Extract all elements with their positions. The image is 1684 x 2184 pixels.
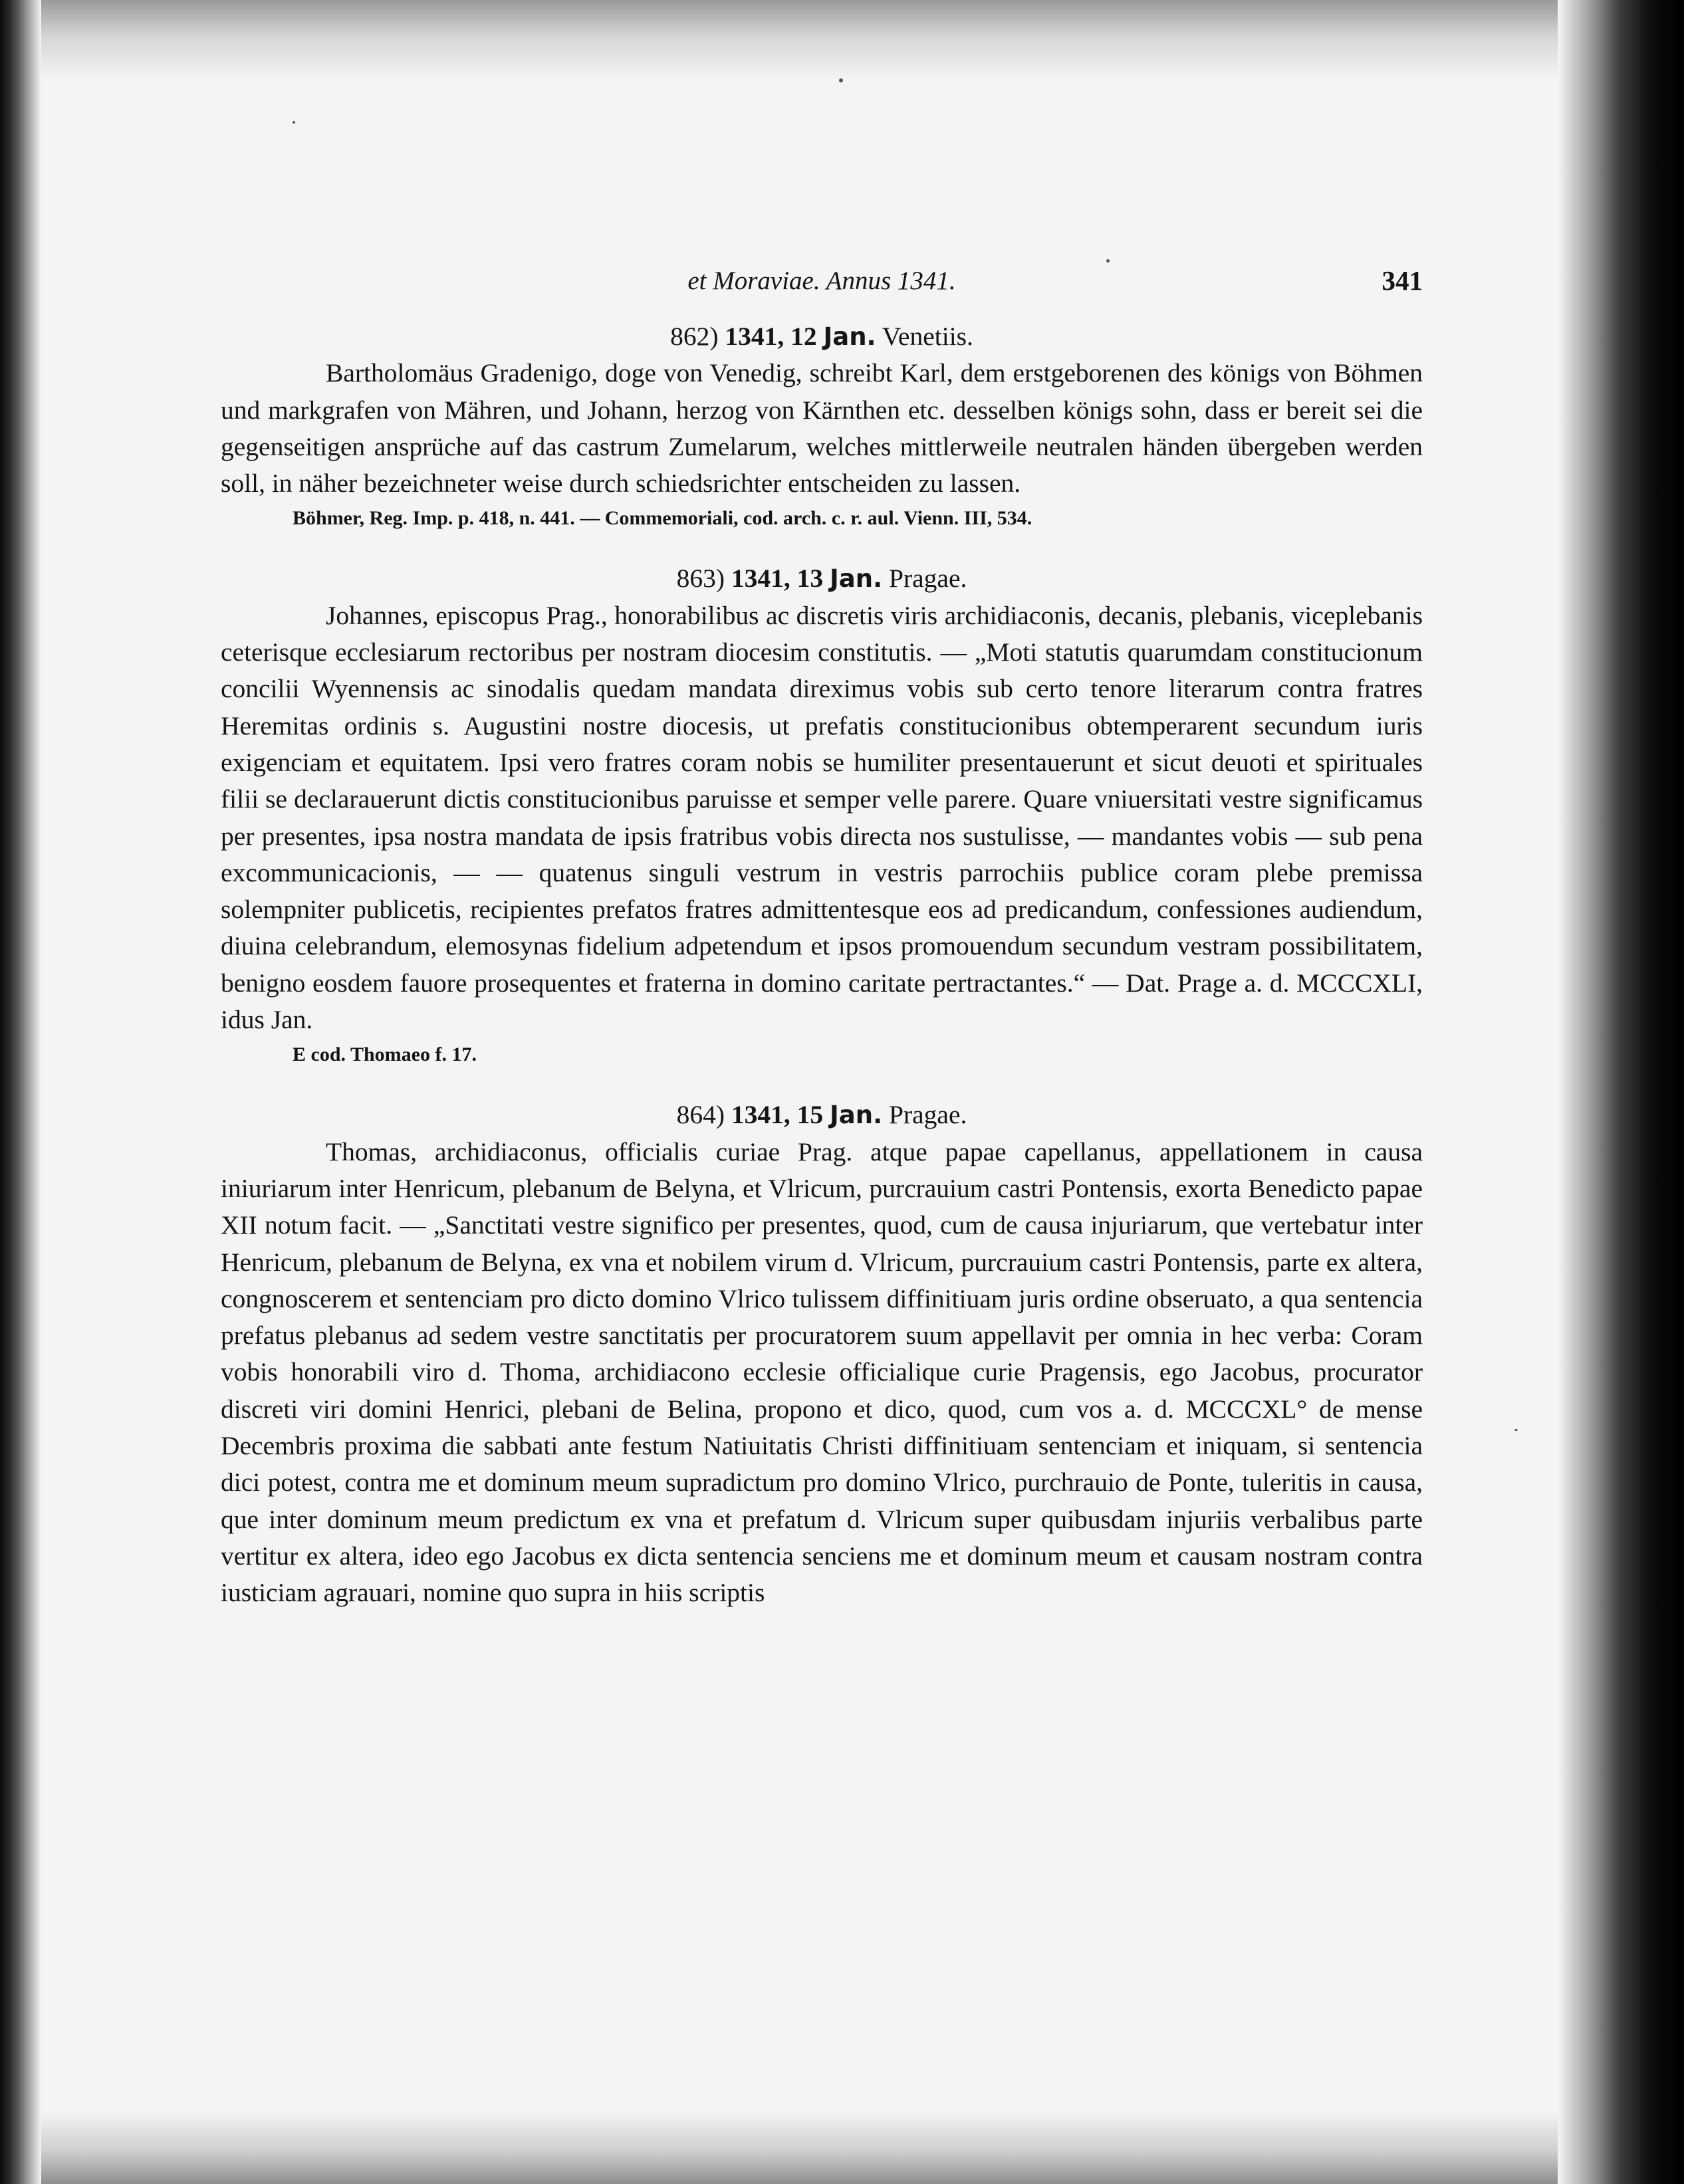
document-source: Böhmer, Reg. Imp. p. 418, n. 441. — Commemoriali, cod. arch. c. r. aul. Vienn. III, 534.: [293, 507, 1032, 530]
scan-shadow-top: [0, 0, 1684, 80]
document-heading: [221, 560, 1423, 597]
document-number: 863): [676, 564, 725, 594]
document-year: 1341,: [731, 564, 790, 594]
dust-speck: [839, 78, 843, 82]
document-place: Pragae.: [889, 1100, 967, 1130]
document-entry: [221, 1097, 1423, 1611]
entry-gap: [221, 534, 1423, 560]
document-place: Venetiis.: [882, 322, 973, 351]
document-month: Jan.: [823, 322, 876, 351]
dust-speck: [293, 121, 295, 124]
dust-speck: [1514, 1429, 1518, 1431]
scan-shadow-left: [0, 0, 41, 2184]
entry-gap: [221, 1070, 1423, 1097]
document-day: 12: [790, 322, 817, 351]
running-head: [221, 263, 1423, 304]
document-place: Pragae.: [889, 564, 967, 594]
document-month: Jan.: [830, 564, 883, 594]
scan-shadow-bottom: [0, 2111, 1684, 2184]
document-heading: [221, 1097, 1423, 1133]
document-number: 862): [670, 322, 719, 351]
document-regest: Johannes, episcopus Prag., honorabilibus ac discretis viris archidiaconis, decanis, plebanis, viceplebanis ceterisque ecclesiarum rectoribus per nostram diocesim constitutis. — „Moti statutis quarumdam constitucionum concilii Wyennensis ac sinodalis quedam mandata direximus vobis sub certo tenore literarum contra fratres Heremitas ordinis s. Augustini nostre diocesis, ut prefatis constitucionibus obtemperarent secundum iuris exigenciam et equitatem. Ipsi vero fratres coram nobis se humiliter presentauerunt et sicut deuoti et spirituales filii se declarauerunt dictis constitucionibus paruisse et semper velle parere. Quare vniuersitati vestre significamus per presentes, ipsa nostra mandata de ipsis fratribus vobis directa nos sustulisse, — mandantes vobis — sub pena excommunicacionis, — — quatenus singuli vestrum in vestris parrochiis publice coram plebe premissa solempniter publicetis, recipientes prefatos fratres admittentesque eos ad predicandum, confessiones audiendum, diuina celebrandum, elemosynas fidelium adpetendum et ipsos promouendum secundum vestram possibilitatem, benigno eosdem fauore prosequentes et fraterna in domino caritate pertractantes.“ — Dat. Prage a. d. MCCCXLI, idus Jan.: [221, 600, 1423, 1035]
document-entry: [221, 560, 1423, 1070]
document-regest: Bartholomäus Gradenigo, doge von Venedig, schreibt Karl, dem erstgeborenen des königs von Böhmen und markgrafen von Mähren, und Johann, herzog von Kärnthen etc. desselben königs sohn, dass er bereit sei die gegenseitigen ansprüche auf das castrum Zumelarum, welches mittlerweile neutralen händen übergeben werden soll, in näher bezeichneter weise durch schiedsrichter entscheiden zu lassen.: [221, 358, 1423, 498]
page-number: 341: [1382, 265, 1423, 296]
document-number: 864): [676, 1100, 725, 1130]
document-month: Jan.: [830, 1101, 883, 1130]
document-heading: [221, 318, 1423, 355]
document-year: 1341,: [725, 322, 784, 351]
document-day: 13: [796, 564, 824, 594]
document-source: E cod. Thomaeo f. 17.: [293, 1043, 477, 1066]
document-regest: Thomas, archidiaconus, officialis curiae Prag. atque papae capellanus, appellationem in causa iniuriarum inter Henricum, plebanum de Belyna, et Vlricum, purcrauium castri Pontensis, exorta Benedicto papae XII notum facit. — „Sanctitati vestre significo per presentes, quod, cum de causa injuriarum, que vertebatur inter Henricum, plebanum de Belyna, ex vna et nobilem virum d. Vlricum, purcrauium castri Pontensis, parte ex altera, congnoscerem et sentenciam pro dicto domino Vlrico tulissem diffinitiuam juris ordine obseruato, a qua sentencia prefatus plebanus ad sedem vestre sanctitatis per procuratorem suum appellavit per omnia in hec verba: Coram vobis honorabili viro d. Thoma, archidiacono ecclesie officialique curie Pragensis, ego Jacobus, procurator discreti viri domini Henrici, plebani de Belina, propono et dico, quod, cum vos a. d. MCCCXL° de mense Decembris proxima die sabbati ante festum Natiuitatis Christi diffinitiuam sentenciam et iniquam, si sentencia dici potest, contra me et dominum meum supradictum pro domino Vlrico, purchrauio de Ponte, tuleritis in causa, que inter dominum meum predictum ex vna et prefatum d. Vlricum super quibusdam injuriis verbalibus parte vertitur ex altera, ideo ego Jacobus ex dicta sentencia senciens me et dominum meum et causam nostram contra iusticiam agrauari, nomine quo supra in hiis scriptis: [221, 1137, 1423, 1608]
document-year: 1341,: [731, 1100, 790, 1130]
running-title: et Moraviae. Annus 1341.: [687, 267, 956, 295]
document-entry: [221, 318, 1423, 534]
scan-shadow-right: [1558, 0, 1684, 2184]
document-day: 15: [796, 1100, 824, 1130]
page-body: [221, 263, 1423, 1612]
